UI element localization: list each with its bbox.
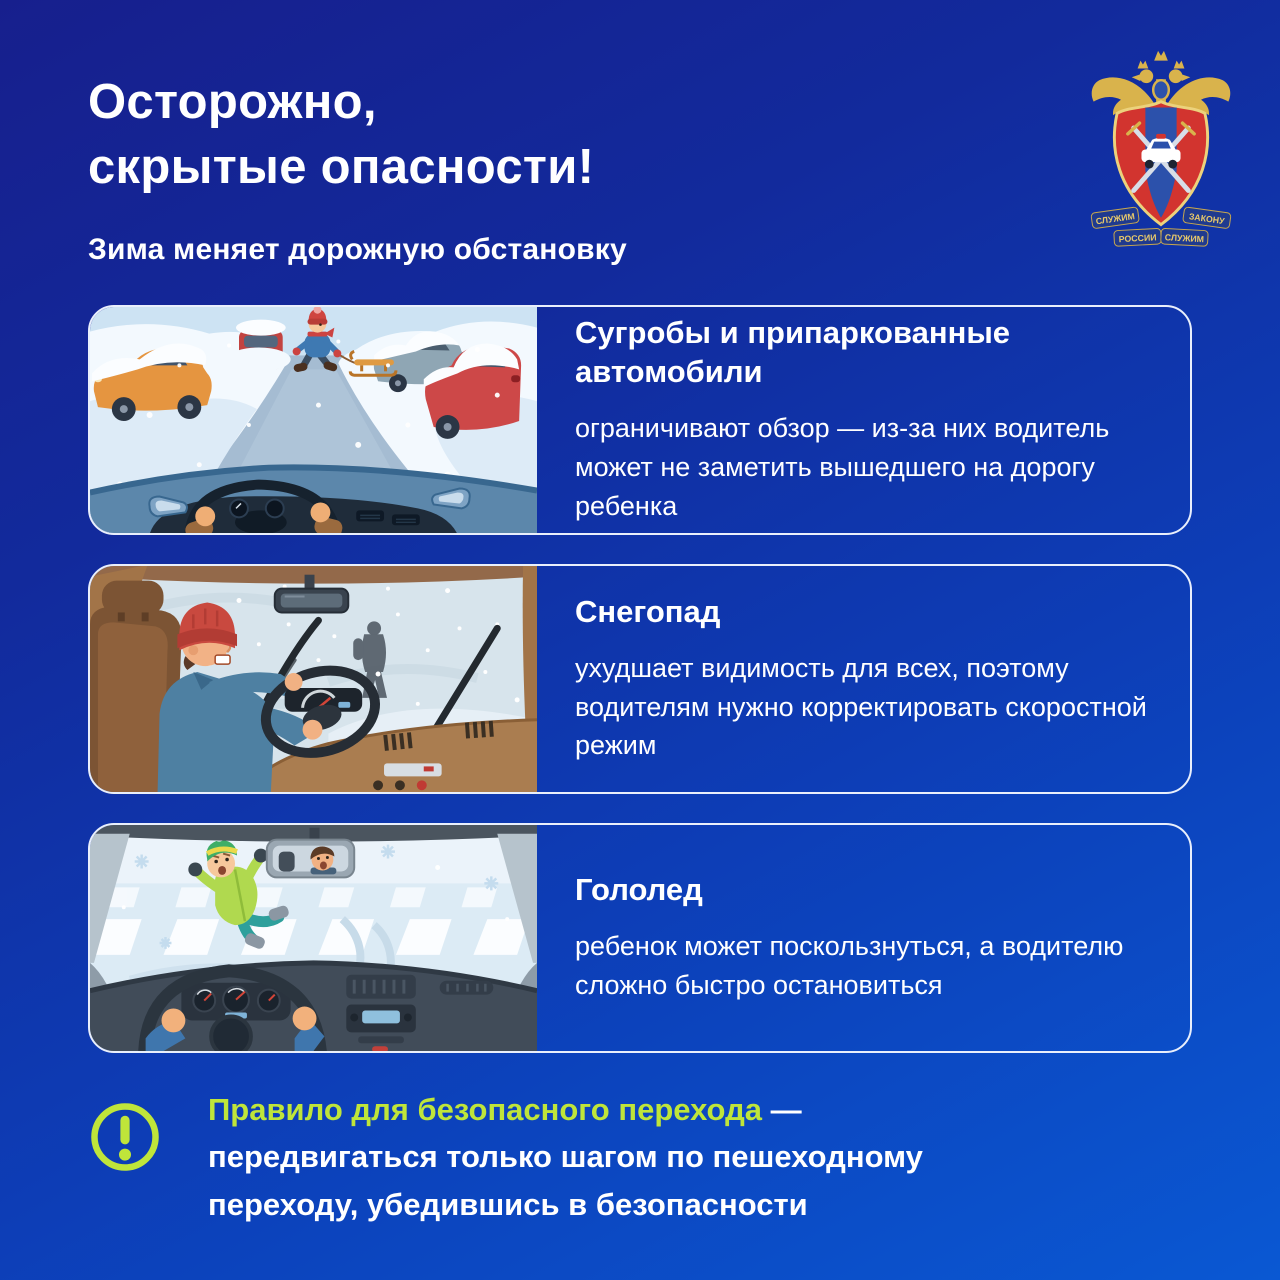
rule-dash: — bbox=[770, 1092, 802, 1128]
title-block bbox=[88, 48, 627, 267]
exclamation-icon bbox=[88, 1100, 162, 1174]
hazard-cards bbox=[88, 305, 1192, 1053]
card-body: ухудшает видимость для всех, поэтому водителям нужно корректировать скоростной режим bbox=[575, 652, 1147, 761]
header bbox=[88, 48, 1226, 267]
card-title: Гололед bbox=[575, 872, 703, 908]
ribbon-word: СЛУЖИМ bbox=[1164, 232, 1205, 245]
title-line-2: скрытые опасности! bbox=[88, 139, 595, 194]
hazard-card-snowdrifts bbox=[88, 305, 1192, 535]
dashboard-vent-right bbox=[440, 981, 494, 995]
rule-text bbox=[208, 1086, 1058, 1227]
page-title bbox=[88, 70, 627, 199]
page-subtitle: Зима меняет дорожную обстановку bbox=[88, 233, 627, 267]
card-content bbox=[537, 566, 1190, 792]
title-line-1: Осторожно, bbox=[88, 75, 377, 129]
illustration-snowfall bbox=[90, 566, 537, 792]
card-body: ребенок может поскользнуться, а водителю сложно быстро остановиться bbox=[575, 931, 1124, 1000]
safety-rule-note bbox=[88, 1086, 1192, 1227]
card-content bbox=[537, 307, 1190, 533]
ribbon-word: РОССИИ bbox=[1118, 232, 1157, 245]
rule-highlight: Правило для безопасного перехода bbox=[208, 1092, 763, 1128]
card-title: Снегопад bbox=[575, 593, 721, 629]
illustration-snowdrifts bbox=[90, 307, 537, 533]
ribbon-word: ЗАКОНУ bbox=[1188, 211, 1226, 227]
rule-rest: передвигаться только шагом по пешеходному переходу, убедившись в безопасности bbox=[208, 1139, 923, 1222]
ribbon-word: СЛУЖИМ bbox=[1095, 211, 1136, 227]
driver-hand-left bbox=[285, 673, 303, 691]
driver-hand-right bbox=[303, 720, 323, 740]
mvd-gibdd-emblem-icon bbox=[1086, 46, 1236, 251]
card-body: ограничивают обзор — из-за них водитель может не заметить вышедшего на дорогу ребенка bbox=[575, 413, 1110, 521]
hazard-card-snowfall bbox=[88, 564, 1192, 794]
hazard-card-ice bbox=[88, 823, 1192, 1053]
emblem-shield bbox=[1114, 102, 1207, 225]
card-content bbox=[537, 825, 1190, 1051]
card-title: Сугробы и припаркованные автомобили bbox=[575, 315, 1011, 390]
illustration-ice bbox=[90, 825, 537, 1051]
